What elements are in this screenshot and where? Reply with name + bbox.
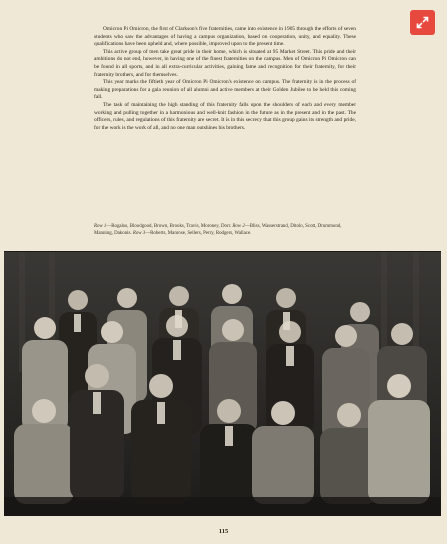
expand-arrows-icon xyxy=(416,16,429,29)
row-names: Bliss, Wasserstrand, Ditolo, Scott, Drummond, Manning, Dakonis. xyxy=(94,224,342,236)
row-names: Roberts, Manrose, Sellers, Perry, Rodgers, Wallace. xyxy=(150,230,252,236)
row-label: Row 2 xyxy=(232,224,245,229)
paragraph: Omicron Pi Omicron, the first of Clarkson's five fraternities, came into existence in 1905 through the efforts of seven students who saw the advantages of having a campus organization, based on cooperation, unity, and equality. These qualifications have been upheld and, where possible, improved upon to the present time. xyxy=(94,26,356,48)
row-label: Row 3 xyxy=(132,230,146,236)
paragraph: This active group of men take great pride in their home, which is situated at 95 Market Street. This pride and their ambitions do not end, however, in having one of the finest fraternities on the campus. Men of Omicron Pi Omicron can be found in all sports, and in all extra-curricular activities, gaining fame and recognition for their fraternity, for their fraternity brothers, and for themselves. xyxy=(94,48,356,78)
paragraph: The task of maintaining the high standing of this fraternity falls upon the shoulders of each and every member working and pulling together in a harmonious and well-knit fashion in the future as in the present and in the past. The officers, rules, and regulations of this fraternity are secret. It is in this secrecy that this group gains its strength and pride, for the work is the work of all, and no one man outshines his brothers. xyxy=(94,101,356,131)
page-number: 115 xyxy=(218,528,229,535)
photo-caption: Row 1—Rogalus, Bloodgood, Brown, Brooks, Travis, Moroney, Dorr. Row 2—Bliss, Wasserstrand, Ditolo, Scott, Drummond, Manning, Dakonis. Row 3—Roberts, Manrose, Sellers, Perry, Rodgers, Wallace. xyxy=(94,224,342,236)
fraternity-history-text xyxy=(94,26,356,132)
paragraph: This year marks the fiftieth year of Omicron Pi Omicron's existence on campus. The fraternity is in the process of making preparations for a gala reunion of all alumni and active members at their Golden Jubilee to be held this coming fall. xyxy=(94,79,356,101)
group-photograph xyxy=(4,251,441,516)
row-label: Row 1 xyxy=(94,224,107,229)
group-photo-illustration xyxy=(4,252,441,516)
expand-button[interactable] xyxy=(410,10,435,35)
row-names: Rogalus, Bloodgood, Brown, Brooks, Travis, Moroney, Dorr. xyxy=(111,224,232,229)
